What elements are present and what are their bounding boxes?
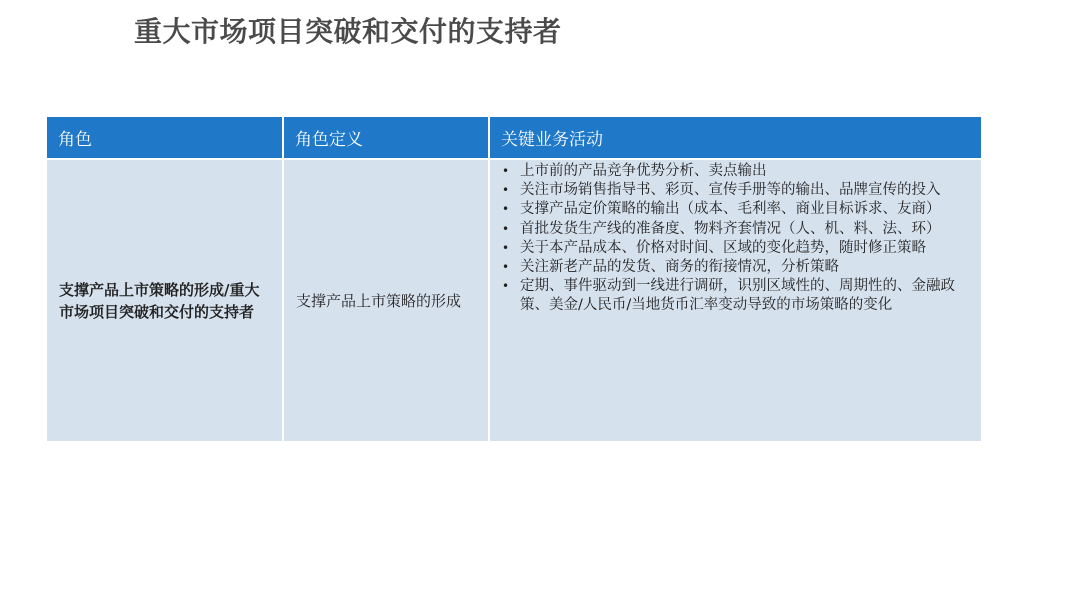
activity-text: 支撑产品定价策略的输出（成本、毛利率、商业目标诉求、友商） — [520, 201, 941, 218]
bullet-icon: • — [502, 164, 510, 178]
bullet-icon: • — [502, 221, 510, 236]
header-key-activities: 关键业务活动 — [489, 117, 981, 159]
role-cell: 支撑产品上市策略的形成/重大市场项目突破和交付的支持者 — [47, 159, 283, 441]
activity-text: 上市前的产品竞争优势分析、卖点输出 — [520, 163, 767, 179]
page-title: 重大市场项目突破和交付的支持者 — [134, 15, 562, 48]
role-definition-cell: 支撑产品上市策略的形成 — [283, 159, 489, 441]
header-role-definition: 角色定义 — [283, 117, 489, 159]
activities-cell — [489, 159, 981, 441]
activity-text: 关于本产品成本、价格对时间、区域的变化趋势，随时修正策略 — [520, 239, 926, 256]
activity-text: 关注新老产品的发货、商务的衔接情况，分析策略 — [520, 259, 839, 276]
table-header-row — [47, 117, 981, 159]
list-item — [500, 258, 975, 277]
bullet-icon: • — [502, 279, 510, 294]
activity-text: 首批发货生产线的准备度、物料齐套情况（人、机、料、法、环） — [520, 220, 941, 237]
list-item — [500, 239, 975, 258]
list-item — [500, 162, 975, 181]
roles-table — [47, 117, 981, 441]
bullet-icon: • — [502, 202, 510, 217]
header-role: 角色 — [47, 117, 283, 159]
activity-text: 定期、事件驱动到一线进行调研，识别区域性的、周期性的、金融政策、美金/人民币/当地货币汇率变动导致的市场策略的变化 — [520, 278, 955, 314]
bullet-icon: • — [502, 183, 510, 198]
list-item — [500, 200, 975, 219]
bullet-icon: • — [502, 260, 510, 275]
table-row — [47, 159, 981, 441]
bullet-icon: • — [502, 240, 510, 255]
activities-list — [500, 162, 975, 316]
list-item — [500, 277, 975, 315]
activity-text: 关注市场销售指导书、彩页、宣传手册等的输出、品牌宣传的投入 — [520, 182, 941, 199]
list-item — [500, 181, 975, 200]
list-item — [500, 220, 975, 239]
